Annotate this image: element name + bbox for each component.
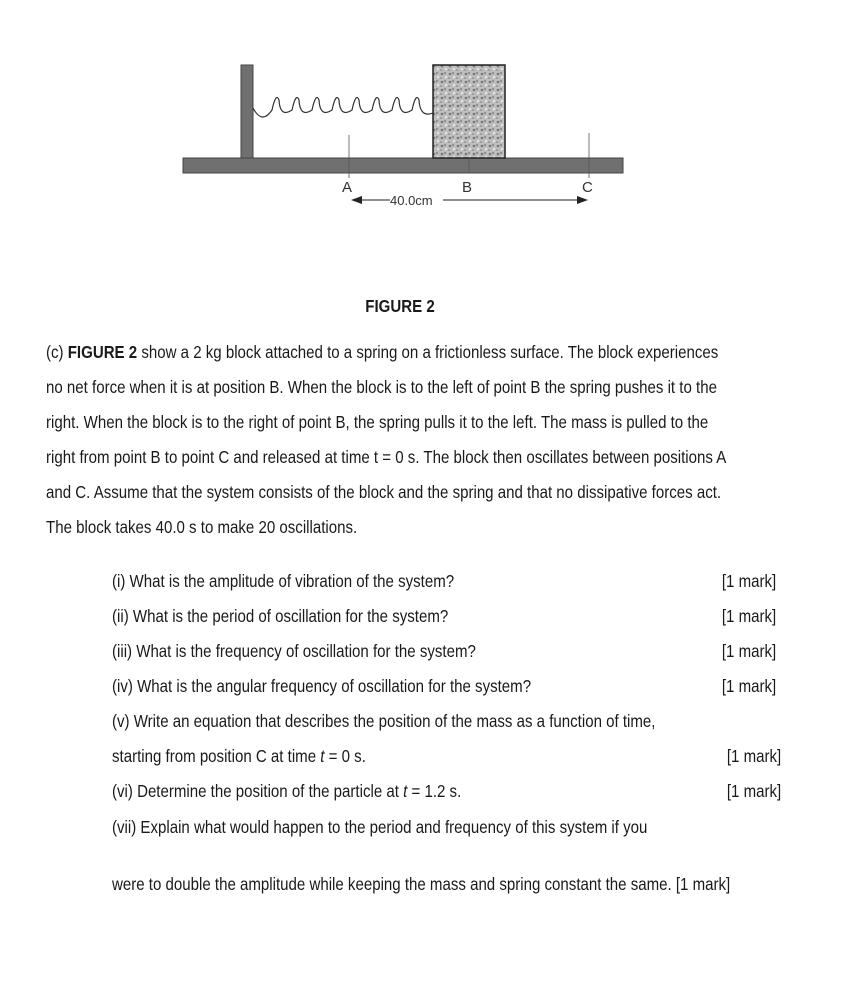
mark-1: [1 mark] [721, 571, 776, 591]
floor [183, 158, 623, 173]
text: starting from position C at time [112, 746, 321, 766]
mark-2: [1 mark] [721, 606, 776, 626]
arrowhead-left [351, 196, 362, 204]
label-a: A [342, 179, 353, 196]
text: (vi) Determine the position of the particle at [112, 781, 404, 801]
mark-4: [1 mark] [721, 676, 776, 696]
paragraph-line: The block takes 40.0 s to make 20 oscillations. [46, 517, 358, 537]
question-5-continued [112, 746, 366, 766]
question-2: (ii) What is the period of oscillation for the system? [112, 606, 449, 626]
paragraph-line [46, 342, 718, 362]
distance-label: 40.0cm [390, 193, 433, 208]
question-1: (i) What is the amplitude of vibration of the system? [112, 571, 455, 591]
question-6 [112, 781, 461, 801]
question-3: (iii) What is the frequency of oscillation for the system? [112, 641, 476, 661]
line-text: show a 2 kg block attached to a spring on a frictionless surface. The block experiences [137, 342, 719, 362]
paragraph-line: and C. Assume that the system consists of the block and the spring and that no dissipative forces act. [46, 482, 722, 502]
paragraph-line: no net force when it is at position B. When the block is to the left of point B the spring pushes it to the [46, 377, 717, 397]
figure-caption: FIGURE 2 [365, 296, 435, 316]
question-7-continued: were to double the amplitude while keeping the mass and spring constant the same. [1 mark] [112, 874, 731, 894]
variable-t: t [320, 746, 325, 766]
spring [253, 98, 433, 117]
block [433, 65, 505, 158]
part-prefix: (c) [46, 342, 68, 362]
question-5: (v) Write an equation that describes the position of the mass as a function of time, [112, 711, 656, 731]
paragraph-line: right. When the block is to the right of point B, the spring pulls it to the left. The mass is pulled to the [46, 412, 709, 432]
figure-ref: FIGURE 2 [67, 342, 138, 362]
mark-3: [1 mark] [721, 641, 776, 661]
paragraph-line: right from point B to point C and released at time t = 0 s. The block then oscillates between positions A [46, 447, 727, 467]
arrowhead-right [577, 196, 588, 204]
mark-6: [1 mark] [726, 781, 781, 801]
mark-5: [1 mark] [726, 746, 781, 766]
label-b: B [462, 179, 473, 196]
text: = 0 s. [324, 746, 366, 766]
wall [241, 65, 253, 158]
question-4: (iv) What is the angular frequency of oscillation for the system? [112, 676, 532, 696]
variable-t: t [403, 781, 408, 801]
label-c: C [582, 179, 593, 196]
spring-block-figure [0, 0, 864, 230]
question-7: (vii) Explain what would happen to the period and frequency of this system if you [112, 817, 648, 837]
text: = 1.2 s. [407, 781, 462, 801]
